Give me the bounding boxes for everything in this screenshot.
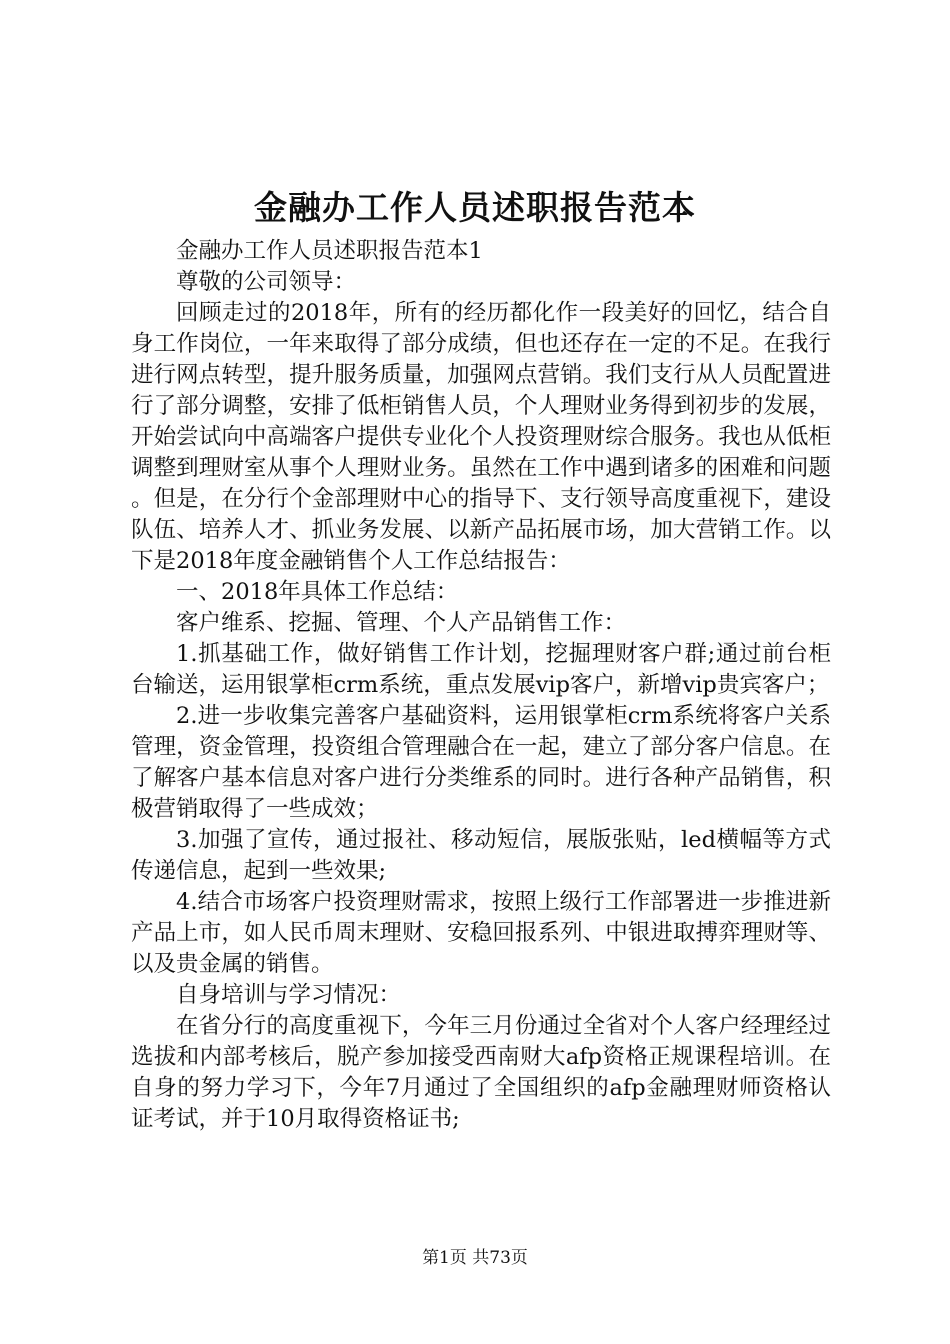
- section-heading-work-summary: 一、2018年具体工作总结：: [176, 579, 459, 605]
- paragraph-training: 在省分行的高度重视下，今年三月份通过全省对个人客户经理经过选拔和内部考核后，脱产参加接受西南财大afp资格正规课程培训。在自身的努力学习下，今年7月通过了全国组织的afp金融理财师资格认证考试，并于10月取得资格证书;: [131, 1013, 831, 1132]
- subheading-customer-work: 客户维系、挖掘、管理、个人产品销售工作：: [176, 610, 627, 636]
- page-number-footer: 第1页 共73页: [422, 1248, 528, 1268]
- paragraph-review: 回顾走过的2018年，所有的经历都化作一段美好的回忆，结合自身工作岗位，一年来取得了部分成绩，但也还存在一定的不足。在我行进行网点转型，提升服务质量，加强网点营销。我们支行从人员配置进行了部分调整，安排了低柜销售人员，个人理财业务得到初步的发展，开始尝试向中高端客户提供专业化个人投资理财综合服务。我也从低柜调整到理财室从事个人理财业务。虽然在工作中遇到诸多的困难和问题。但是，在分行个金部理财中心的指导下、支行领导高度重视下，建设队伍、培养人才、抓业务发展、以新产品拓展市场，加大营销工作。以下是2018年度金融销售个人工作总结报告：: [131, 300, 831, 574]
- list-item-1: 1.抓基础工作，做好销售工作计划，挖掘理财客户群;通过前台柜台输送，运用银掌柜crm系统，重点发展vip客户，新增vip贵宾客户；: [131, 641, 831, 698]
- list-item-3: 3.加强了宣传，通过报社、移动短信，展版张贴，led横幅等方式传递信息，起到一些效果;: [131, 827, 831, 884]
- doc-subtitle: 金融办工作人员述职报告范本1: [176, 238, 483, 264]
- list-item-4: 4.结合市场客户投资理财需求，按照上级行工作部署进一步推进新产品上市，如人民币周末理财、安稳回报系列、中银进取搏弈理财等、以及贵金属的销售。: [131, 889, 831, 977]
- subheading-training: 自身培训与学习情况：: [176, 982, 402, 1008]
- list-item-2: 2.进一步收集完善客户基础资料，运用银掌柜crm系统将客户关系管理，资金管理，投资组合管理融合在一起，建立了部分客户信息。在了解客户基本信息对客户进行分类维系的同时。进行各种产品销售，积极营销取得了一些成效；: [131, 703, 831, 822]
- salutation: 尊敬的公司领导：: [176, 269, 357, 295]
- document-body: [131, 236, 831, 1135]
- document-title: 金融办工作人员述职报告范本: [254, 188, 696, 227]
